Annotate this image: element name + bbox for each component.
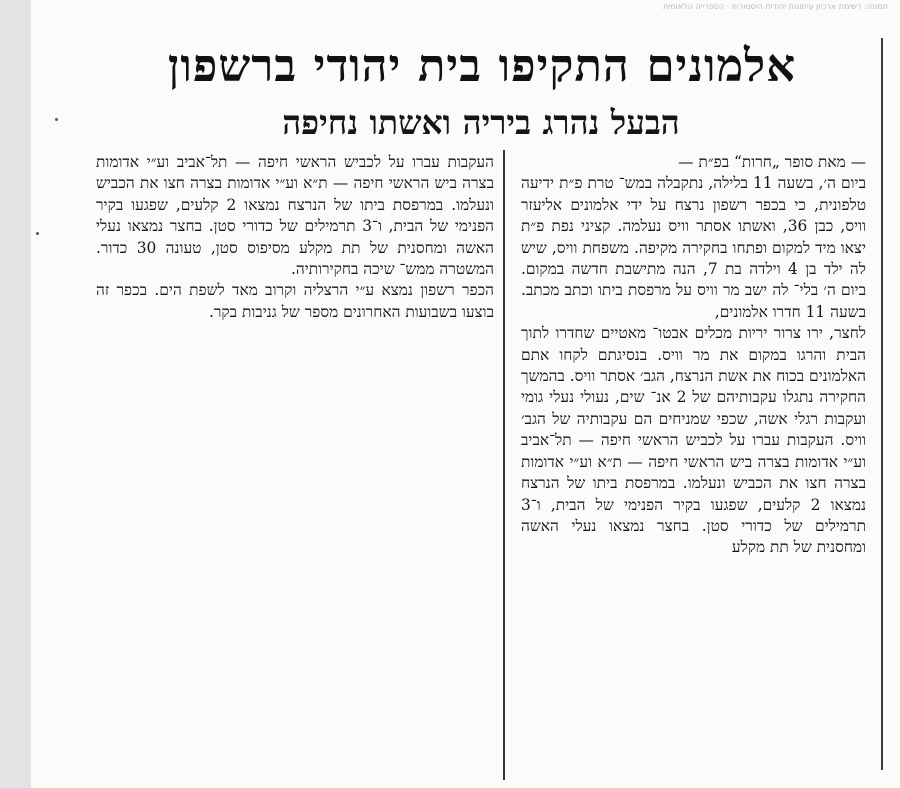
page-margin — [0, 0, 31, 788]
headline: אלמונים התקיפו בית יהודי ברשפון — [167, 39, 797, 92]
article-column-right — [521, 152, 866, 559]
byline: — מאת סופר „חרות“ בפ״ת — — [678, 153, 866, 171]
paragraph: הכפר רשפון נמצא ע״י הרצליה וקרוב מאד לשפת הים. בכפר זה בוצעו בשבועות האחרונים מספר של גניבות בקר. — [96, 281, 494, 321]
archive-header-strip: תמונה: רשימת ארכיון עיתונות יהודית היסטורית · הספרייה הלאומית — [663, 2, 888, 11]
paragraph: ביום ה׳, בשעה 11 בלילה, נתקבלה במש־ טרת פ״ת ידיעה טלפונית, כי בכפר רשפון נרצח על ידי אלמונים אליעזר וויס, כבן 36, ואשתו אסתר וויס נעלמה. קציני נפת פ״ת יצאו מיד למקום ופתחו בחקירה מקיפה. משפחת וויס, שיש לה ילד בן 4 וילדה בת 7, הנה מתישבת חדשה במקום. ביום ה׳ בלי־ לה ישב מר וויס על מרפסת ביתו וכתב מכתב. בשעה 11 חדרו אלמונים, — [521, 174, 866, 321]
print-speck — [55, 118, 58, 121]
paragraph: העקבות עברו על לכביש הראשי חיפה — תל־אביב וע״י אדומות בצרה ביש הראשי חיפה — ת״א וע״י אדומות בצרה חצו את הכביש ונעלמו. במרפסת ביתו של הנרצח נמצאו 2 קלעים, שפגעו בקיר הפנימי של הבית, ו־3 תרמילים של כדורי סטן. בחצר נמצאו נעלי האשה ומחסנית של תת מקלע מסיפוס סטן, טעונה 30 כדור. המשטרה ממש־ שיכה בחקירותיה. — [96, 153, 494, 279]
print-speck — [36, 232, 39, 235]
column-divider — [503, 150, 505, 780]
article-column-left — [96, 152, 494, 323]
newspaper-clipping — [31, 0, 900, 788]
subheadline: הבעל נהרג ביריה ואשתו נחיפה — [282, 103, 680, 142]
vertical-rule — [881, 38, 883, 770]
paragraph: לחצר, ירו צרור יריות מכלים אבטו־ מאטיים שחדרו לתוך הבית והרגו במקום את מר וויס. בנסיגתם לקחו אתם האלמונים בכוח את אשת הנרצח, הגב׳ אסתר וויס. בהמשך החקירה נתגלו עקבותיהם של 2 אנ־ שים, נעולי נעלי גומי ועקבות רגלי אשה, שכפי שמניחים הם עקבותיה של הגב׳ וויס. העקבות עברו על לכביש הראשי חיפה — תל־אביב וע״י אדומות בצרה ביש הראשי חיפה — ת״א וע״י אדומות בצרה חצו את הכביש ונעלמו. במרפסת ביתו של הנרצח נמצאו 2 קלעים, שפגעו בקיר הפנימי של הבית, ו־3 תרמילים של כדורי סטן. בחצר נמצאו נעלי האשה ומחסנית של תת מקלע — [521, 324, 866, 557]
